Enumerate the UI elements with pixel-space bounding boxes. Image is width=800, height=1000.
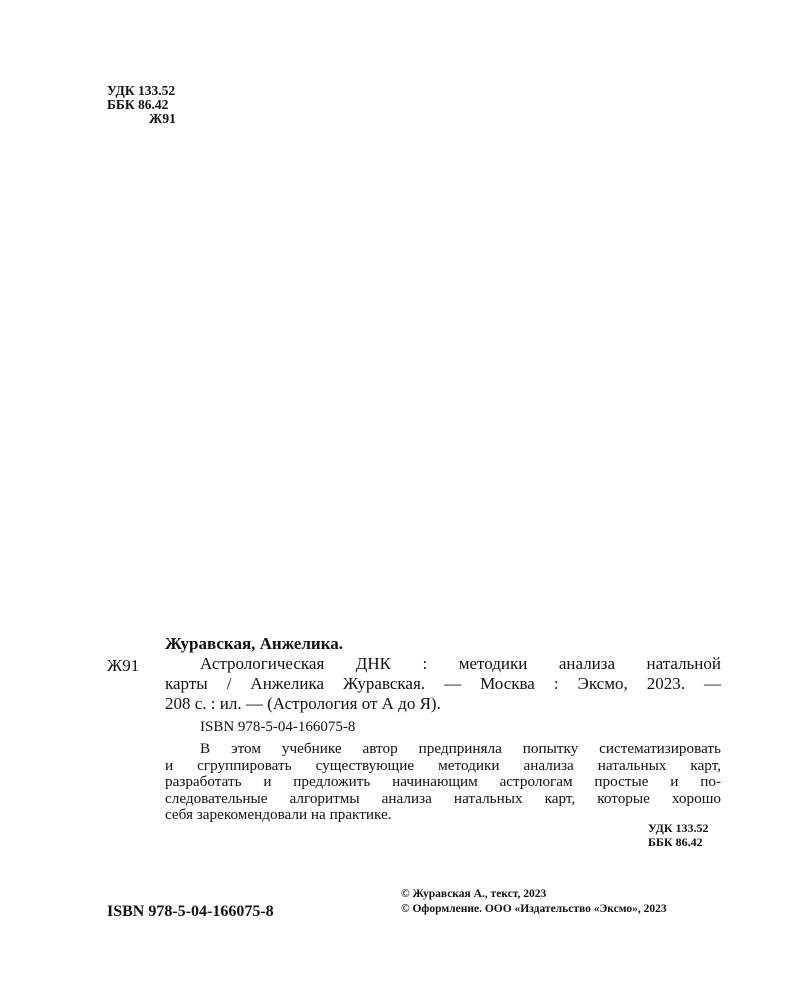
- bibliographic-description: [165, 654, 721, 714]
- top-udk-code: УДК 133.52: [107, 83, 176, 98]
- top-author-code: Ж91: [149, 111, 176, 126]
- card-isbn: ISBN 978-5-04-166075-8: [200, 719, 356, 735]
- annotation: [165, 741, 721, 824]
- annotation-line: себя зарекомендовали на практике.: [165, 806, 392, 824]
- copyright-text: © Журавская А., текст, 2023: [401, 888, 547, 900]
- annotation-line: В этом учебнике автор предприняла попытку систематизировать: [200, 740, 721, 757]
- footer-isbn: ISBN 978-5-04-166075-8: [107, 903, 274, 920]
- copyright-design: © Оформление. ООО «Издательство «Эксмо», 2023: [401, 903, 667, 915]
- author-heading: Журавская, Анжелика.: [165, 634, 343, 653]
- card-author-code: Ж91: [107, 656, 140, 675]
- card-udk-code: УДК 133.52: [648, 821, 709, 835]
- card-bbk-code: ББК 86.42: [648, 835, 703, 849]
- annotation-line: и сгруппировать существующие методики анализа натальных карт,: [165, 756, 721, 774]
- biblio-line: Астрологическая ДНК : методики анализа натальной: [200, 654, 721, 673]
- annotation-line: разработать и предложить начинающим астрологам простые и по-: [165, 773, 721, 791]
- biblio-line: карты / Анжелика Журавская. — Москва : Эксмо, 2023. —: [165, 674, 721, 693]
- top-bbk-code: ББК 86.42: [107, 97, 169, 112]
- biblio-line: 208 с. : ил. — (Астрология от А до Я).: [165, 694, 441, 713]
- annotation-line: следовательные алгоритмы анализа натальных карт, которые хорошо: [165, 789, 721, 807]
